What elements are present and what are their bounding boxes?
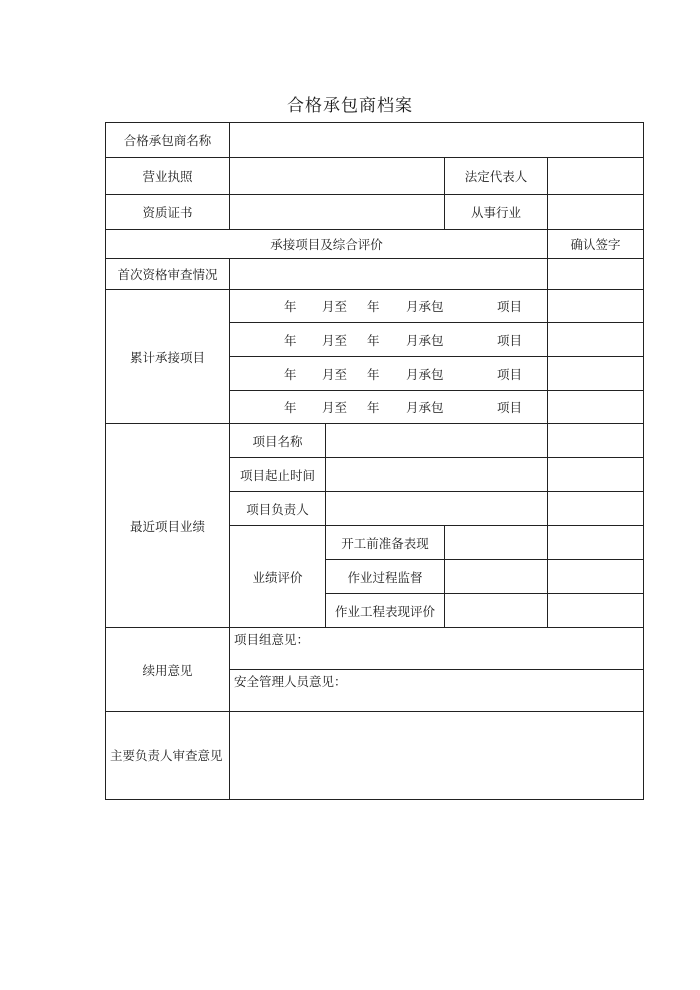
year-label: 年 [284,366,297,382]
page-title: 合格承包商档案 [287,96,413,116]
row-contractor-name [106,123,644,158]
field-pre-start[interactable] [445,526,548,560]
field-safety-opinion[interactable] [230,670,644,712]
field-team-opinion[interactable] [230,628,644,670]
row-qualification [106,195,644,230]
sign-cumulative-2[interactable] [548,323,644,357]
field-process-supervision[interactable] [445,560,548,594]
field-legal-rep[interactable] [548,158,644,195]
row-business-license [106,158,644,195]
label-legal-rep: 法定代表人 [445,158,548,195]
label-renewal-opinion: 续用意见 [106,628,230,712]
sign-engineering-eval[interactable] [548,594,644,628]
project-label: 项目 [497,299,523,314]
label-industry: 从事行业 [445,195,548,230]
contractor-archive-form [105,122,644,800]
label-team-opinion: 项目组意见： [234,632,310,647]
month-contract-label: 月承包 [406,400,444,415]
year-label: 年 [284,332,297,348]
year-label: 年 [367,299,380,314]
year-label: 年 [284,400,297,415]
label-confirm-sign: 确认签字 [548,230,644,259]
field-cumulative-4[interactable] [230,391,548,424]
label-qualification-cert: 资质证书 [106,195,230,230]
label-safety-opinion: 安全管理人员意见： [234,674,347,689]
label-pre-start: 开工前准备表现 [326,526,445,560]
sign-process-supervision[interactable] [548,560,644,594]
month-contract-label: 月承包 [406,366,444,382]
year-label: 年 [367,400,380,415]
field-industry[interactable] [548,195,644,230]
month-to-label: 月至 [322,299,348,314]
field-project-leader[interactable] [326,492,548,526]
label-performance-eval: 业绩评价 [230,526,326,628]
field-leader-opinion[interactable] [230,712,644,800]
field-business-license[interactable] [230,158,445,195]
month-to-label: 月至 [322,400,348,415]
field-cumulative-1[interactable] [230,290,548,323]
row-team-opinion [106,628,644,670]
month-contract-label: 月承包 [406,299,444,314]
label-project-period: 项目起止时间 [230,458,326,492]
sign-cumulative-3[interactable] [548,357,644,391]
month-to-label: 月至 [322,366,348,382]
field-cumulative-2[interactable] [230,323,548,357]
year-label: 年 [284,299,297,314]
row-initial-review [106,259,644,290]
field-engineering-eval[interactable] [445,594,548,628]
month-to-label: 月至 [322,332,348,348]
label-process-supervision: 作业过程监督 [326,560,445,594]
label-contractor-name: 合格承包商名称 [106,123,230,158]
label-project-name: 项目名称 [230,424,326,458]
label-recent-performance: 最近项目业绩 [106,424,230,628]
field-qualification-cert[interactable] [230,195,445,230]
row-project-name [106,424,644,458]
row-section-header [106,230,644,259]
sign-initial-review[interactable] [548,259,644,290]
label-cumulative-projects: 累计承接项目 [106,290,230,424]
label-leader-opinion: 主要负责人审查意见 [106,712,230,800]
label-initial-review: 首次资格审查情况 [106,259,230,290]
project-label: 项目 [497,332,523,348]
year-label: 年 [367,332,380,348]
row-leader-opinion [106,712,644,800]
field-project-name[interactable] [326,424,548,458]
project-label: 项目 [497,366,523,382]
month-contract-label: 月承包 [406,332,444,348]
label-engineering-eval: 作业工程表现评价 [326,594,445,628]
label-project-leader: 项目负责人 [230,492,326,526]
label-projects-eval: 承接项目及综合评价 [106,230,548,259]
field-cumulative-3[interactable] [230,357,548,391]
sign-project-name[interactable] [548,424,644,458]
label-business-license: 营业执照 [106,158,230,195]
sign-cumulative-4[interactable] [548,391,644,424]
project-label: 项目 [497,400,523,415]
year-label: 年 [367,366,380,382]
field-contractor-name[interactable] [230,123,644,158]
field-initial-review[interactable] [230,259,548,290]
sign-project-period[interactable] [548,458,644,492]
field-project-period[interactable] [326,458,548,492]
sign-project-leader[interactable] [548,492,644,526]
sign-cumulative-1[interactable] [548,290,644,323]
row-cumulative-1 [106,290,644,323]
sign-pre-start[interactable] [548,526,644,560]
